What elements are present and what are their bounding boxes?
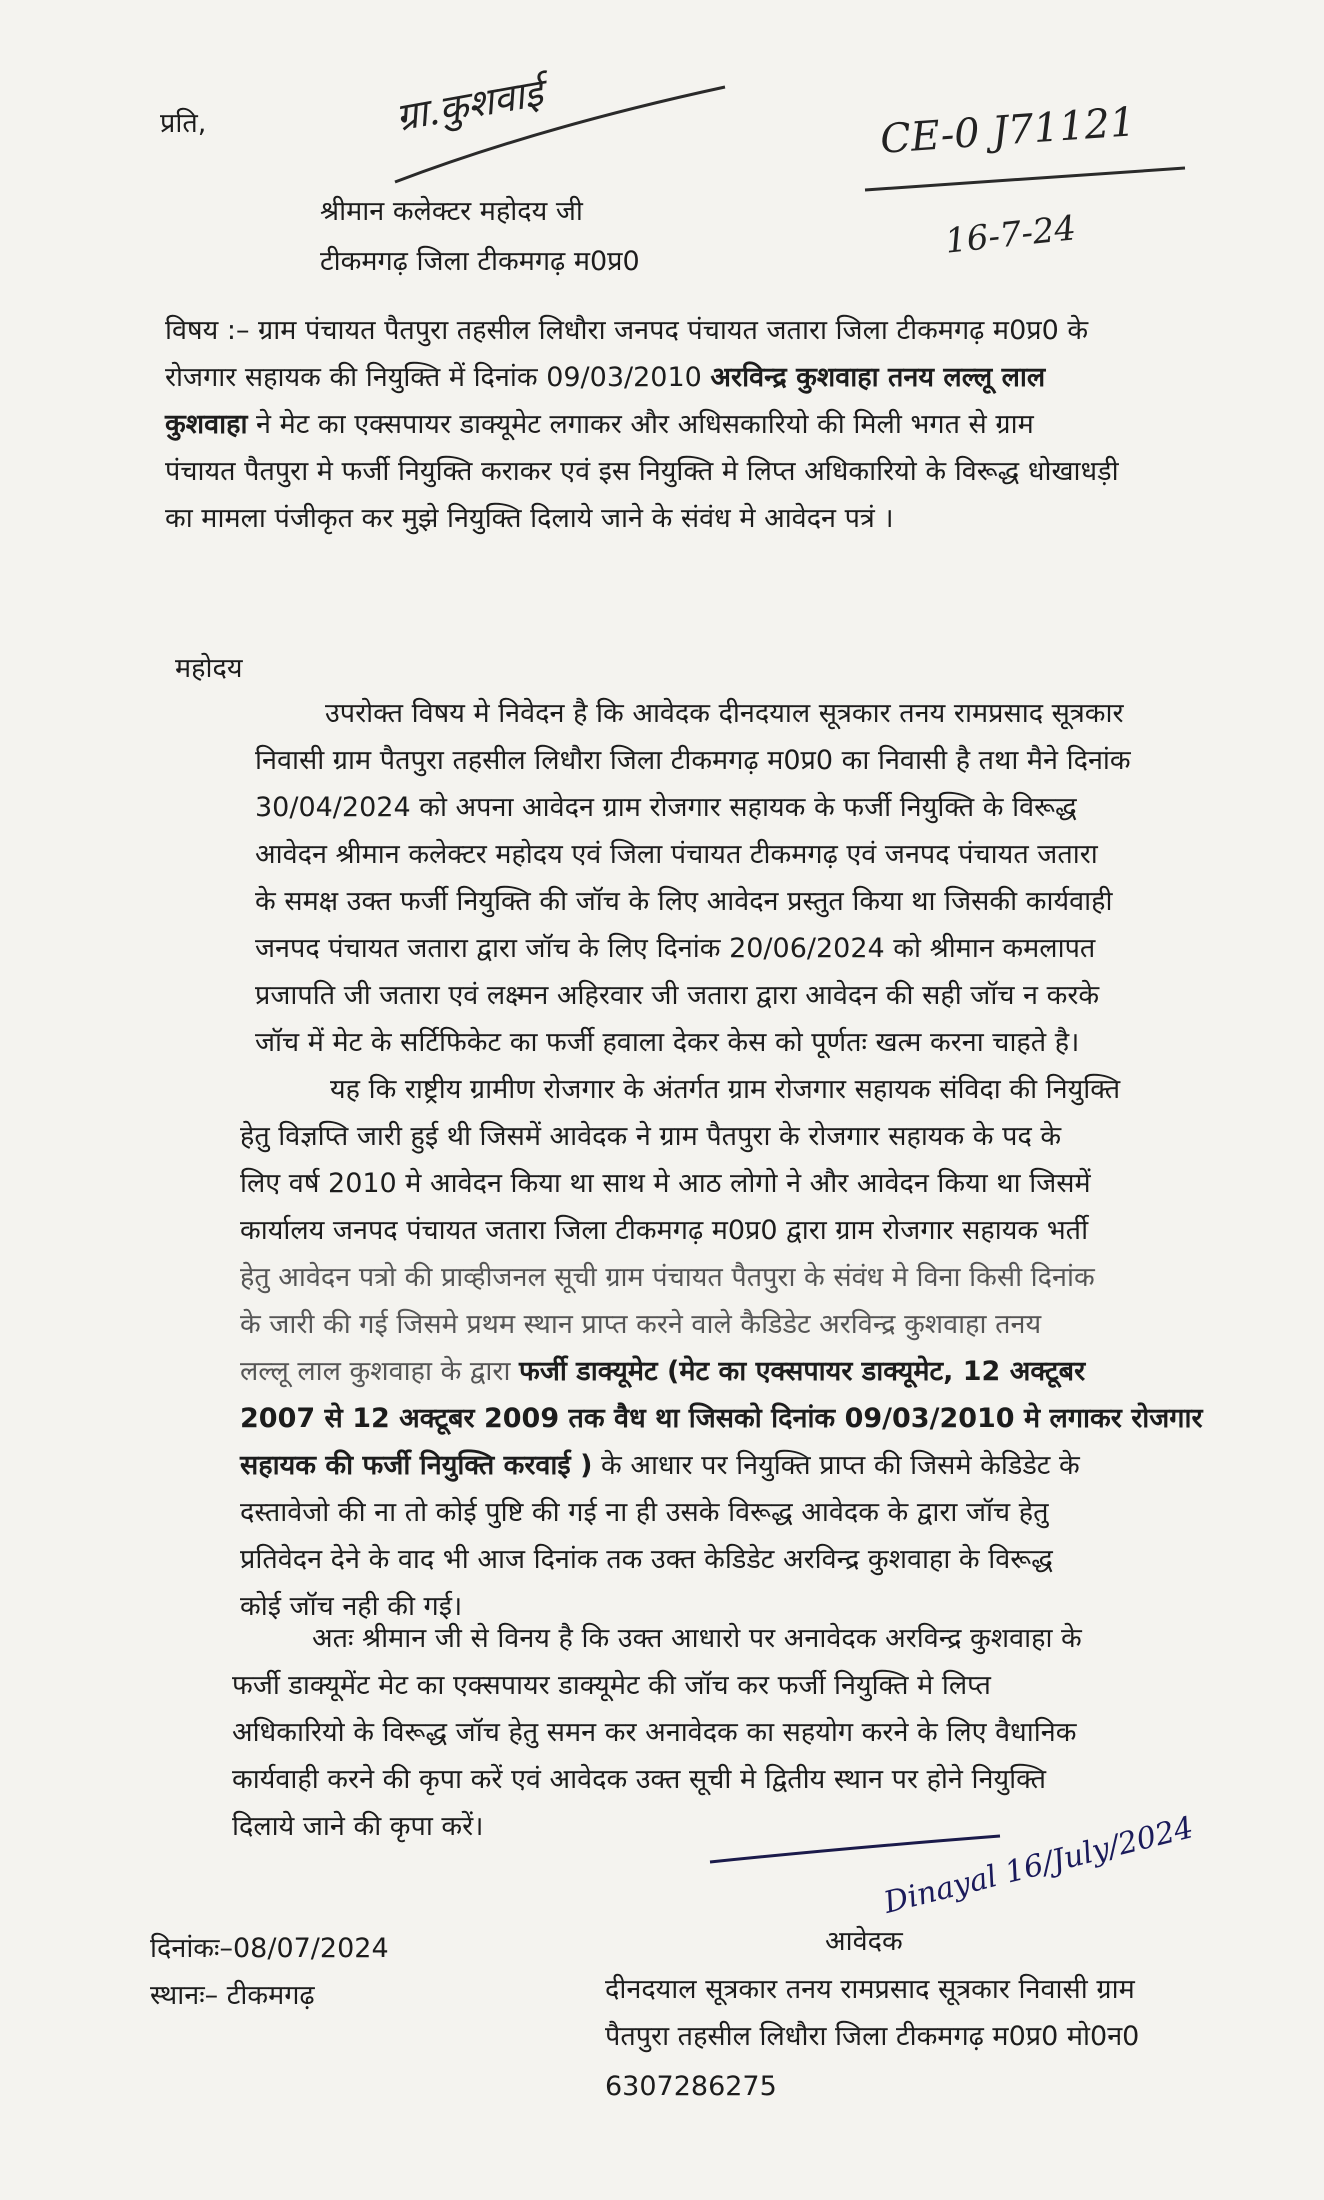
- para3-line: अतः श्रीमान जी से विनय है कि उक्त आधारो पर अनावेदक अरविन्द्र कुशवाहा के: [312, 1623, 1082, 1654]
- para2-line: दस्तावेजो की ना तो कोई पुष्टि की गई ना ही उसके विरूद्ध आवेदक के द्वारा जॉच हेतु: [240, 1497, 1049, 1528]
- para2-line: यह कि राष्ट्रीय ग्रामीण रोजगार के अंतर्गत ग्राम रोजगार सहायक संविदा की नियुक्ति: [330, 1074, 1121, 1105]
- para2-line-7-text: लल्लू लाल कुशवाहा के द्वारा: [240, 1356, 511, 1387]
- para2-line: प्रतिवेदन देने के वाद भी आज दिनांक तक उक्त केडिडेट अरविन्द्र कुशवाहा के विरूद्ध: [240, 1544, 1053, 1575]
- para1-line: जनपद पंचायत जतारा द्वारा जॉच के लिए दिनांक 20/06/2024 को श्रीमान कमलापत: [255, 933, 1096, 964]
- para2-line: हेतु विज्ञप्ति जारी हुई थी जिसमें आवेदक ने ग्राम पैतपुरा के रोजगार सहायक के पद के: [240, 1121, 1062, 1152]
- subject-line-3: [165, 401, 1275, 448]
- para2-line: कोई जॉच नही की गई।: [240, 1591, 463, 1622]
- para3-line: दिलाये जाने की कृपा करें।: [232, 1811, 484, 1842]
- signature-stroke: [705, 1830, 1005, 1870]
- para2-line: के जारी की गई जिसमे प्रथम स्थान प्राप्त करने वाले कैडिडेट अरविन्द्र कुशवाहा तनय: [240, 1309, 1042, 1340]
- para3-line: कार्यवाही करने की कृपा करें एवं आवेदक उक्त सूची मे द्वितीय स्थान पर होने नियुक्ति: [232, 1764, 1046, 1795]
- para1-line: उपरोक्त विषय मे निवेदन है कि आवेदक दीनदयाल सूत्रकार तनय रामप्रसाद सूत्रकार: [325, 698, 1124, 729]
- para1-line: के समक्ष उक्त फर्जी नियुक्ति की जॉच के लिए आवेदन प्रस्तुत किया था जिसकी कार्यवाही: [255, 886, 1113, 917]
- to-label: प्रति,: [160, 108, 207, 139]
- para2-line: लिए वर्ष 2010 मे आवेदन किया था साथ मे आठ लोगो ने और आवेदन किया था जिसमें: [240, 1168, 1091, 1199]
- para1-line: आवेदन श्रीमान कलेक्टर महोदय एवं जिला पंचायत टीकमगढ़ एवं जनपद पंचायत जतारा: [255, 839, 1098, 870]
- applicant-phone: 6307286275: [605, 2071, 777, 2102]
- subject-line-3-bold: कुशवाहा: [165, 409, 248, 440]
- paragraph-1: [255, 690, 1265, 1066]
- salutation: महोदय: [175, 653, 243, 684]
- place-line: स्थानः– टीकमगढ़: [150, 1980, 315, 2011]
- para1-line: प्रजापति जी जतारा एवं लक्ष्मन अहिरवार जी जतारा द्वारा आवेदन की सही जॉच न करके: [255, 980, 1100, 1011]
- subject-line-1: विषय :– ग्राम पंचायत पैतपुरा तहसील लिधौरा जनपद पंचायत जतारा जिला टीकमगढ़ म0प्र0 के: [165, 315, 1089, 346]
- handwritten-ref-underline: [860, 160, 1190, 200]
- para2-line-8: 2007 से 12 अक्टूबर 2009 तक वैध था जिसको दिनांक 09/03/2010 मे लगाकर रोजगार: [240, 1403, 1203, 1434]
- subject-line-4: पंचायत पैतपुरा मे फर्जी नियुक्ति कराकर एवं इस नियुक्ति मे लिप्त अधिकारियो के विरूद्ध धोखाधड़ी: [165, 456, 1119, 487]
- subject-line-3-text: ने मेट का एक्सपायर डाक्यूमेट लगाकर और अधिसकारियो की मिली भगत से ग्राम: [256, 409, 1034, 440]
- handwritten-underline-stroke: [390, 82, 730, 192]
- para2-line: कार्यालय जनपद पंचायत जतारा जिला टीकमगढ़ म0प्र0 द्वारा ग्राम रोजगार सहायक भर्ती: [240, 1215, 1089, 1246]
- para2-line-9-bold: सहायक की फर्जी नियुक्ति करवाई ): [240, 1450, 593, 1481]
- para2-line-9-text: के आधार पर नियुक्ति प्राप्त की जिसमे केडिडेट के: [601, 1450, 1080, 1481]
- subject-line-2-text: रोजगार सहायक की नियुक्ति में दिनांक 09/03/2010: [165, 362, 702, 393]
- para2-line-9: [240, 1442, 1255, 1489]
- handwritten-date: 16-7-24: [943, 208, 1078, 262]
- para1-line: निवासी ग्राम पैतपुरा तहसील लिधौरा जिला टीकमगढ़ म0प्र0 का निवासी है तथा मैने दिनांक: [255, 745, 1131, 776]
- addressee-line-1: श्रीमान कलेक्टर महोदय जी: [320, 196, 583, 227]
- handwritten-note-top: ग्रा.कुशवाई: [392, 70, 546, 140]
- para1-line: 30/04/2024 को अपना आवेदन ग्राम रोजगार सहायक के फर्जी नियुक्ति के विरूद्ध: [255, 792, 1077, 823]
- subject-line-5: का मामला पंजीकृत कर मुझे नियुक्ति दिलाये जाने के संवंध मे आवेदन पत्रं ।: [165, 503, 894, 534]
- applicant-label: आवेदक: [825, 1926, 903, 1957]
- para2-line-7-bold: फर्जी डाक्यूमेट (मेट का एक्सपायर डाक्यूमेट, 12 अक्टूबर: [519, 1356, 1086, 1387]
- para2-line-7: [240, 1348, 1255, 1395]
- applicant-line-1: दीनदयाल सूत्रकार तनय रामप्रसाद सूत्रकार निवासी ग्राम: [605, 1974, 1135, 2005]
- para1-line: जॉच में मेट के सर्टिफिकेट का फर्जी हवाला देकर केस को पूर्णतः खत्म करना चाहते है।: [255, 1027, 1080, 1058]
- subject-line-2-bold: अरविन्द्र कुशवाहा तनय लल्लू लाल: [710, 362, 1046, 393]
- applicant-signature: Dinayal 16/July/2024: [880, 1810, 1197, 1921]
- para3-line: अधिकारियो के विरूद्ध जॉच हेतु समन कर अनावेदक का सहयोग करने के लिए वैधानिक: [232, 1717, 1077, 1748]
- para3-line: फर्जी डाक्यूमेंट मेट का एक्सपायर डाक्यूमेट की जॉच कर फर्जी नियुक्ति मे लिप्त: [232, 1670, 991, 1701]
- paragraph-3: [232, 1615, 1262, 1850]
- subject-line-2: [165, 354, 1275, 401]
- addressee-line-2: टीकमगढ़ जिला टीकमगढ़ म0प्र0: [320, 246, 640, 277]
- subject-block: [165, 307, 1275, 542]
- applicant-line-2: पैतपुरा तहसील लिधौरा जिला टीकमगढ़ म0प्र0 मो0न0: [605, 2021, 1140, 2052]
- date-line: दिनांकः–08/07/2024: [150, 1933, 389, 1964]
- handwritten-reference: CE-0 J71121: [878, 99, 1137, 163]
- para2-line: हेतु आवेदन पत्रो की प्राव्हीजनल सूची ग्राम पंचायत पैतपुरा के संवंध मे विना किसी दिनांक: [240, 1262, 1095, 1293]
- paragraph-2: [240, 1066, 1255, 1630]
